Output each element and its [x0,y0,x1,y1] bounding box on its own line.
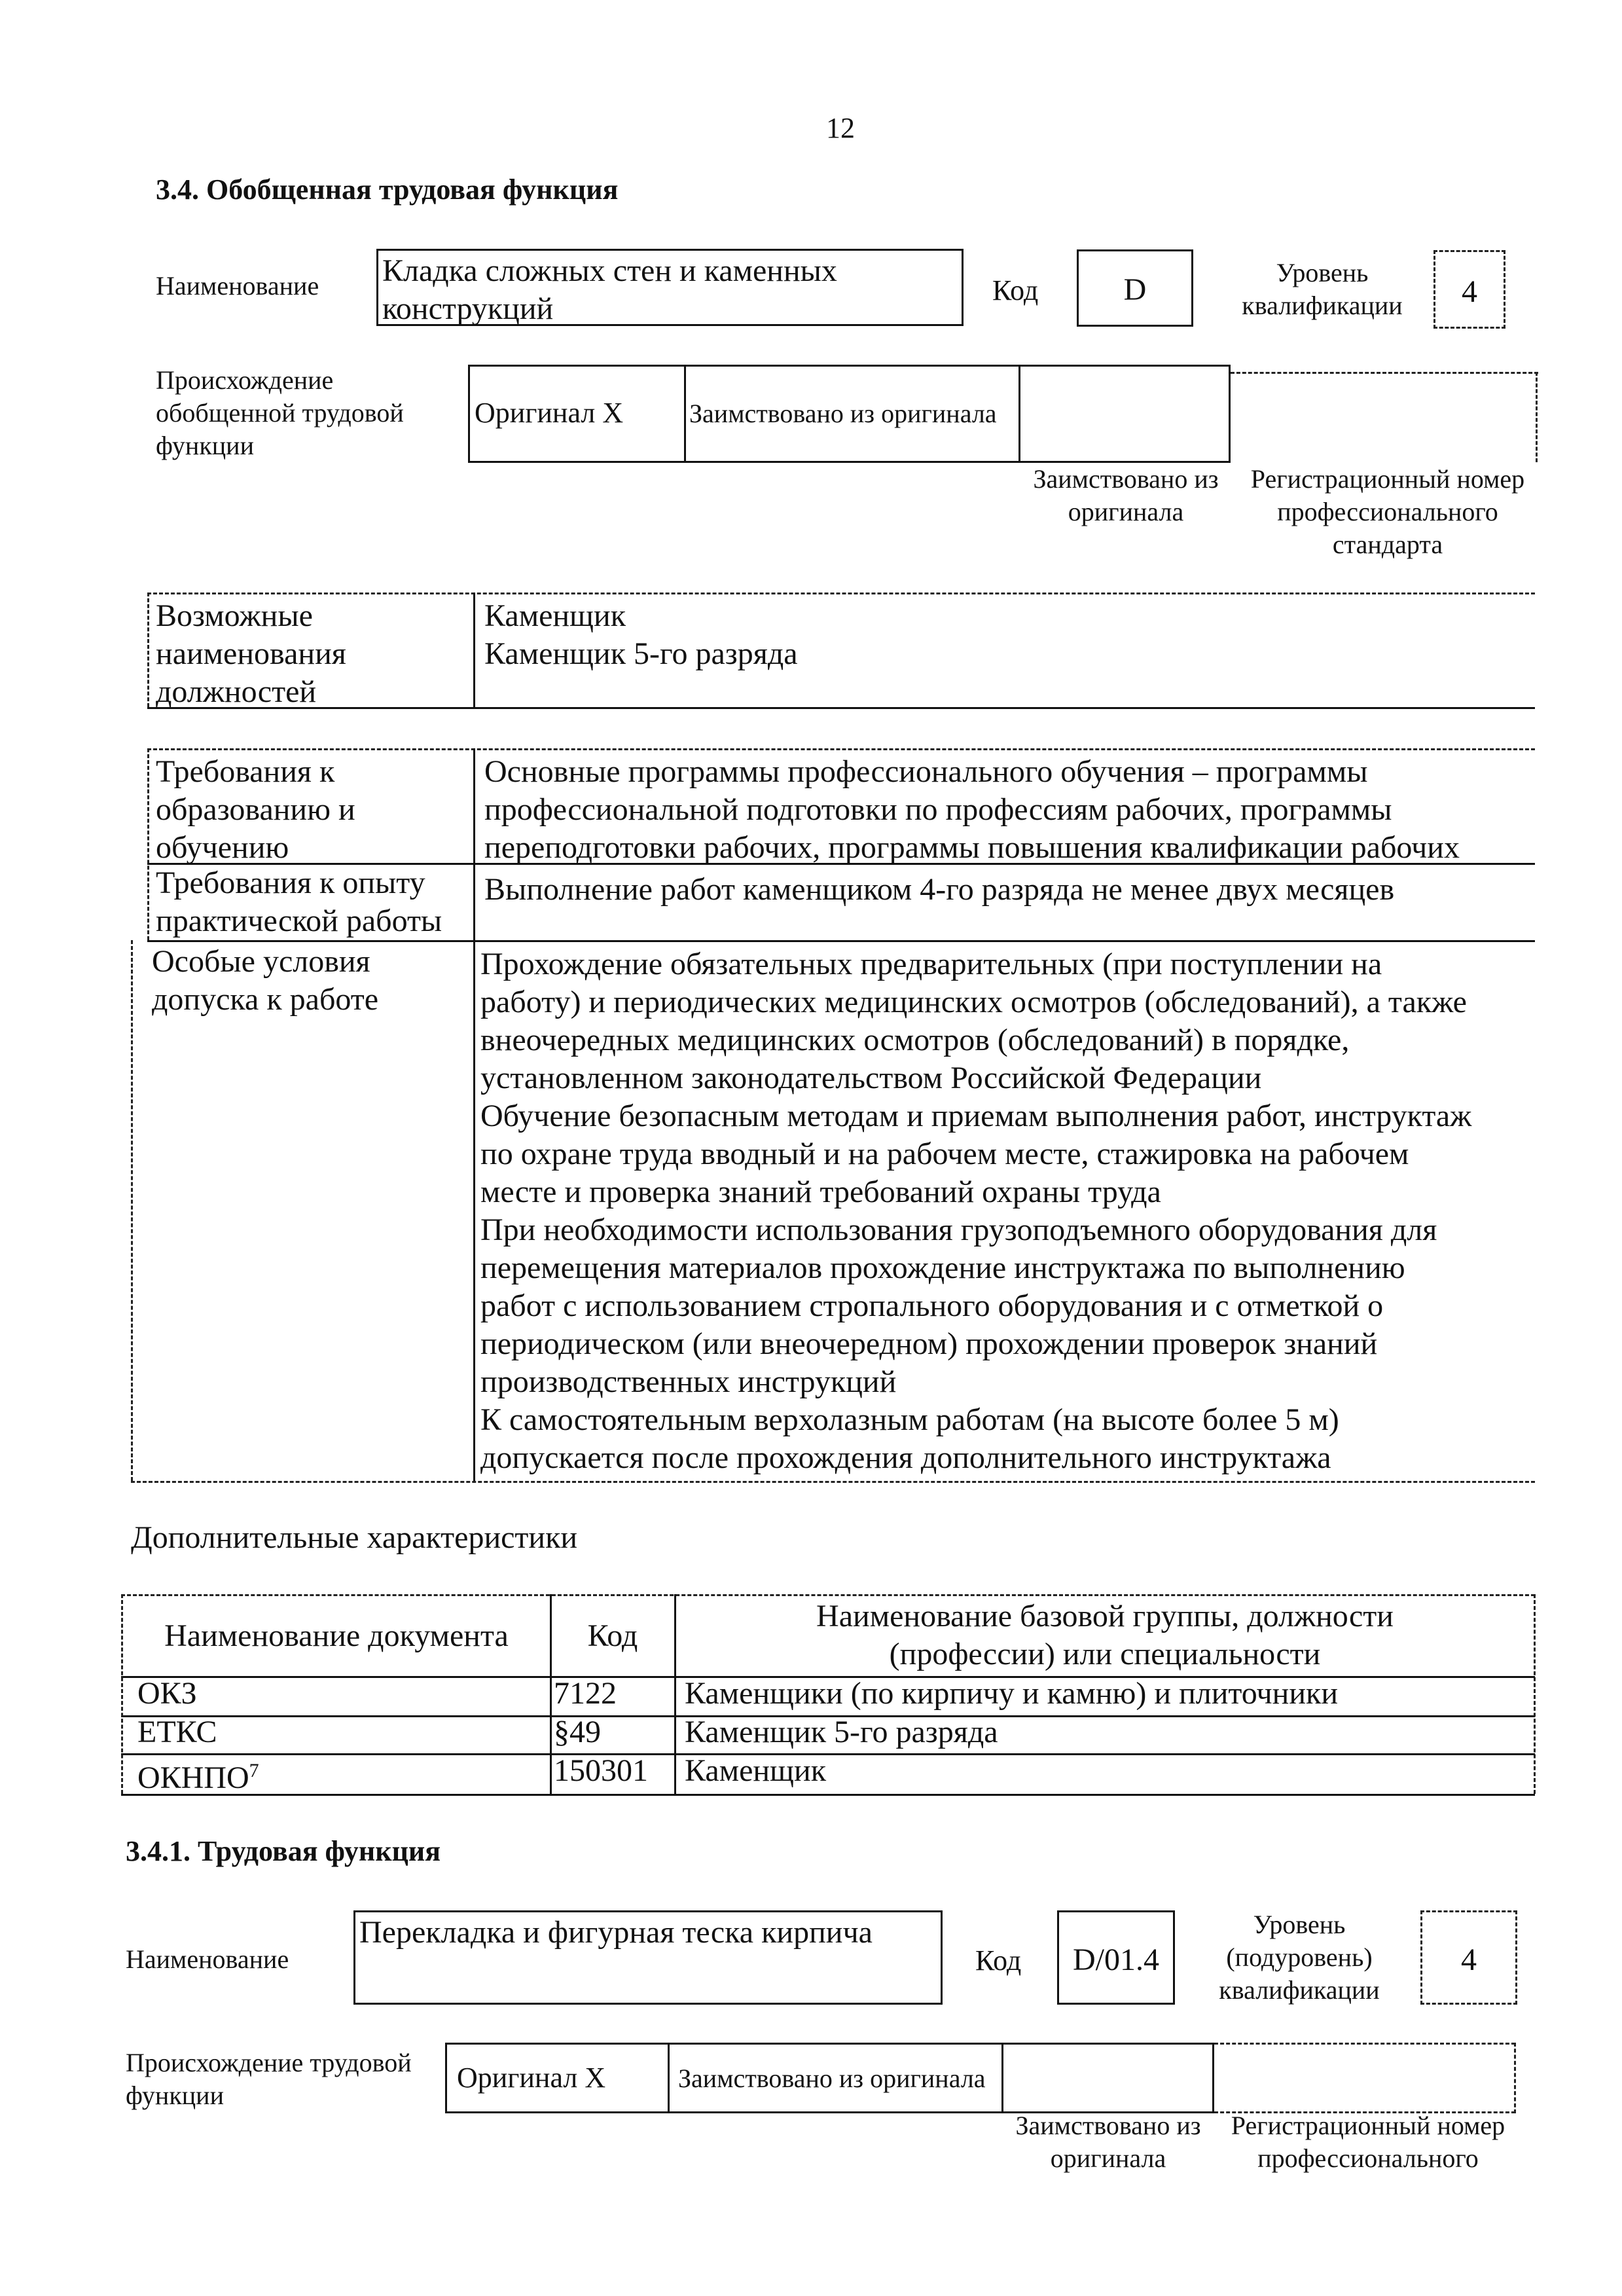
level-value: 4 [1462,274,1477,309]
origin-label: Происхождение обобщенной трудовой функции [156,365,404,460]
origin-mark: X [602,397,624,429]
origin-mark-2: X [585,2062,606,2094]
education-label: Требования к образованию и обучению [156,754,355,865]
page-number: 12 [826,112,855,144]
header-code: Код [587,1618,638,1653]
name-label: Наименование [156,271,319,301]
experience-value: Выполнение работ каменщиком 4-го разряда не менее двух месяцев [484,872,1395,907]
code-label-2: Код [975,1944,1022,1977]
experience-label: Требования к опыту практической работы [156,866,442,938]
positions-values: Каменщик Каменщик 5-го разряда [484,598,798,671]
conditions-label: Особые условия допуска к работе [152,944,379,1017]
name-value: Кладка сложных стен и каменных конструкций [382,253,837,326]
code-label: Код [992,274,1039,306]
header-doc: Наименование документа [164,1618,509,1653]
name-label-2: Наименование [126,1944,289,1974]
name-box-2 [353,1910,943,2005]
code-box-2 [1057,1910,1175,2005]
origin-borrowed: Заимствовано из оригинала [689,399,997,428]
level-label-2: Уровень (подуровень) квалификации [1219,1910,1380,2005]
origin-borrowed-2: Заимствовано из оригинала [678,2064,986,2093]
section-title: 3.4. Обобщенная трудовая функция [156,173,619,206]
positions-label: Возможные наименования должностей [156,598,346,709]
code-box [1077,249,1193,327]
section-title-2: 3.4.1. Трудовая функция [126,1835,441,1867]
caption-regnum: Регистрационный номер профессионального стандарта [1250,464,1525,559]
footnote-mark: 7 [249,1760,259,1781]
origin-label-2: Происхождение трудовой функции [126,2048,412,2110]
conditions-value: Прохождение обязательных предварительных (при поступлении на работу) и периодических медицинских осмотров (обследований), а также внеочередных медицинских осмотров (обследований) в порядке, установленном законодательством Российской Федерации Обучение безопасным методам и приемам выполнения работ, инструктаж по охране труда вводный и на рабочем месте, стажировка на рабочем месте и проверка знаний требований охраны труда При необходимости использования грузоподъемного оборудования для перемещения материалов прохождение инструктажа по выполнению работ с использованием стропального оборудования и с отметкой о периодическом (или внеочередном) прохождении проверок знаний производственных инструкций К самостоятельным верхолазным работам (на высоте более 5 м) допускается после прохождения дополнительного инструктажа [480,947,1472,1475]
caption-borrowed: Заимствовано из оригинала [1033,464,1219,526]
caption-borrowed-2: Заимствовано из оригинала [1015,2111,1201,2173]
additional-title: Дополнительные характеристики [131,1520,578,1555]
level-label: Уровень квалификации [1242,258,1403,320]
name-box [376,249,964,326]
header-group: Наименование базовой группы, должности (профессии) или специальности [816,1599,1394,1671]
origin-original-2: Оригинал X [457,2062,606,2094]
level-box-2 [1420,1910,1517,2005]
level-value-2: 4 [1461,1942,1477,1977]
code-value: D [1123,272,1147,307]
level-box [1433,250,1505,329]
name-value-2: Перекладка и фигурная теска кирпича [359,1915,873,1950]
code-value-2: D/01.4 [1073,1942,1159,1977]
caption-regnum-2: Регистрационный номер профессионального [1231,2111,1505,2173]
education-value: Основные программы профессионального обучения – программы профессиональной подготовки по профессиям рабочих, программы переподготовки рабочих, программы повышения квалификации рабочих [484,754,1460,865]
origin-original: Оригинал X [475,397,624,429]
